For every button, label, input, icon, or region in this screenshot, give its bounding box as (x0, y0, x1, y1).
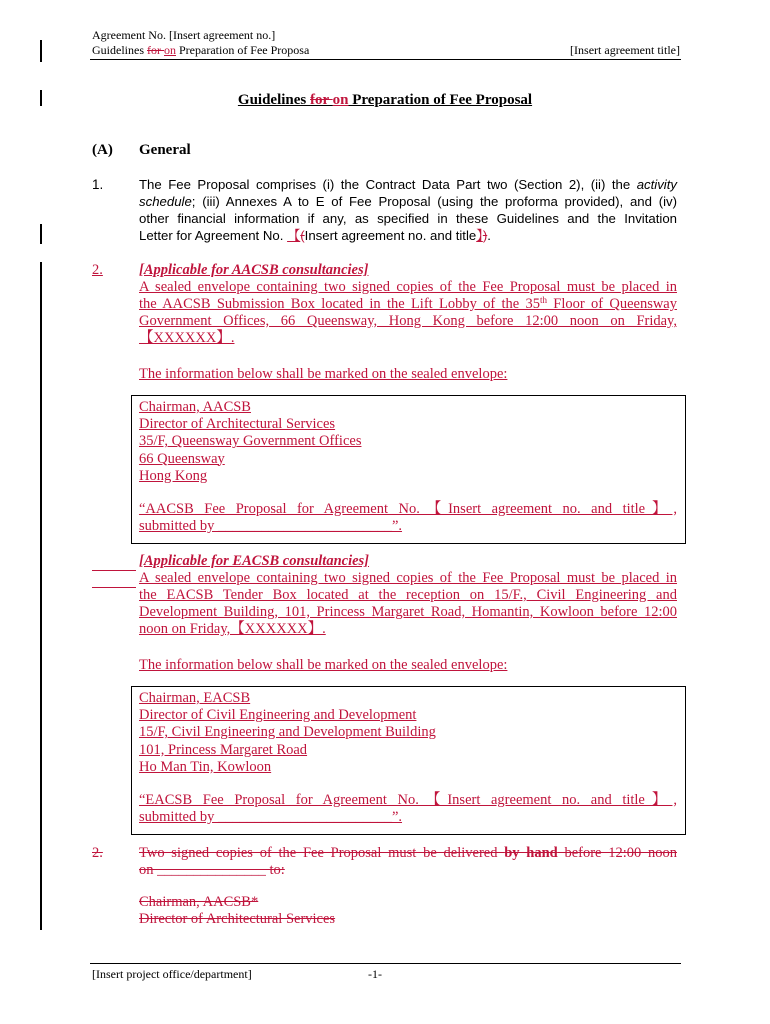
change-bar (40, 40, 42, 62)
deleted-paragraph: Two signed copies of the Fee Proposal must be delivered by hand before 12:00 noon on _______________ to: (139, 845, 677, 878)
page-number: -1- (368, 967, 382, 981)
address-line: Director of Civil Engineering and Development (139, 707, 417, 724)
header-guidelines: Guidelines for on Preparation of Fee Proposa (92, 43, 310, 57)
item1-paragraph: The Fee Proposal comprises (i) the Contract Data Part two (Section 2), (ii) the activity schedule; (iii) Annexes A to E of Fee Proposal (using the proforma provided), and (iv) other financial information if any, as specified in these Guidelines and the Invitation Letter for Agreement No. 【(Insert agreement no. and title】). (139, 177, 677, 243)
footer-rule (90, 963, 681, 964)
page-title: Guidelines for on Preparation of Fee Proposal (237, 92, 533, 108)
eacsb-info-line: The information below shall be marked on the sealed envelope: (139, 657, 508, 673)
aacsb-quote: “AACSB Fee Proposal for Agreement No.【Insert agreement no. and title】, submitted by ________________________”. (139, 501, 677, 534)
address-line: Hong Kong (139, 467, 208, 484)
inserted-indent-underline (92, 587, 136, 588)
item-number: 2. (92, 262, 103, 278)
item-number: 2. (92, 845, 103, 861)
eacsb-address (139, 690, 436, 776)
footer-office: [Insert project office/department] (92, 967, 252, 981)
address-line: Director of Architectural Services (139, 416, 336, 433)
change-bar (40, 262, 42, 930)
change-bar (40, 224, 42, 244)
inserted-indent-underline (92, 570, 136, 571)
deleted-address: Chairman, AACSB* Director of Architectural Services (139, 894, 336, 927)
address-line: 66 Queensway (139, 450, 225, 467)
address-line: 101, Princess Margaret Road (139, 741, 308, 758)
aacsb-address (139, 399, 361, 485)
address-line: Chairman, AACSB (139, 399, 251, 415)
eacsb-quote: “EACSB Fee Proposal for Agreement No.【Insert agreement no. and title】, submitted by ________________________”. (139, 792, 677, 825)
aacsb-paragraph: [Applicable for AACSB consultancies] A sealed envelope containing two signed copies of the Fee Proposal must be placed in the AACSB Submission Box located in the Lift Lobby of the 35th Floor of Queensway Government Offices, 66 Queensway, Hong Kong before 12:00 noon on Friday, 【XXXXXX】. (139, 262, 677, 346)
address-line: Chairman, EACSB (139, 690, 251, 706)
address-line: 35/F, Queensway Government Offices (139, 433, 362, 450)
header-agreement-title: [Insert agreement title] (570, 43, 680, 57)
eacsb-paragraph: [Applicable for EACSB consultancies] A sealed envelope containing two signed copies of the Fee Proposal must be placed in the EACSB Tender Box located at the reception on 15/F., Civil Engineering and Development Building, 101, Princess Margaret Road, Homantin, Kowloon before 12:00 noon on Friday,【XXXXXX】. (139, 553, 677, 637)
aacsb-info-line: The information below shall be marked on the sealed envelope: (139, 366, 508, 382)
item-number: 1. (92, 177, 104, 192)
address-line: Ho Man Tin, Kowloon (139, 758, 272, 775)
header-agreement-no: Agreement No. [Insert agreement no.] (92, 28, 276, 42)
header-rule (90, 59, 681, 60)
section-heading: General (139, 142, 191, 158)
address-line: 15/F, Civil Engineering and Development Building (139, 724, 436, 741)
section-label: (A) (92, 142, 113, 158)
